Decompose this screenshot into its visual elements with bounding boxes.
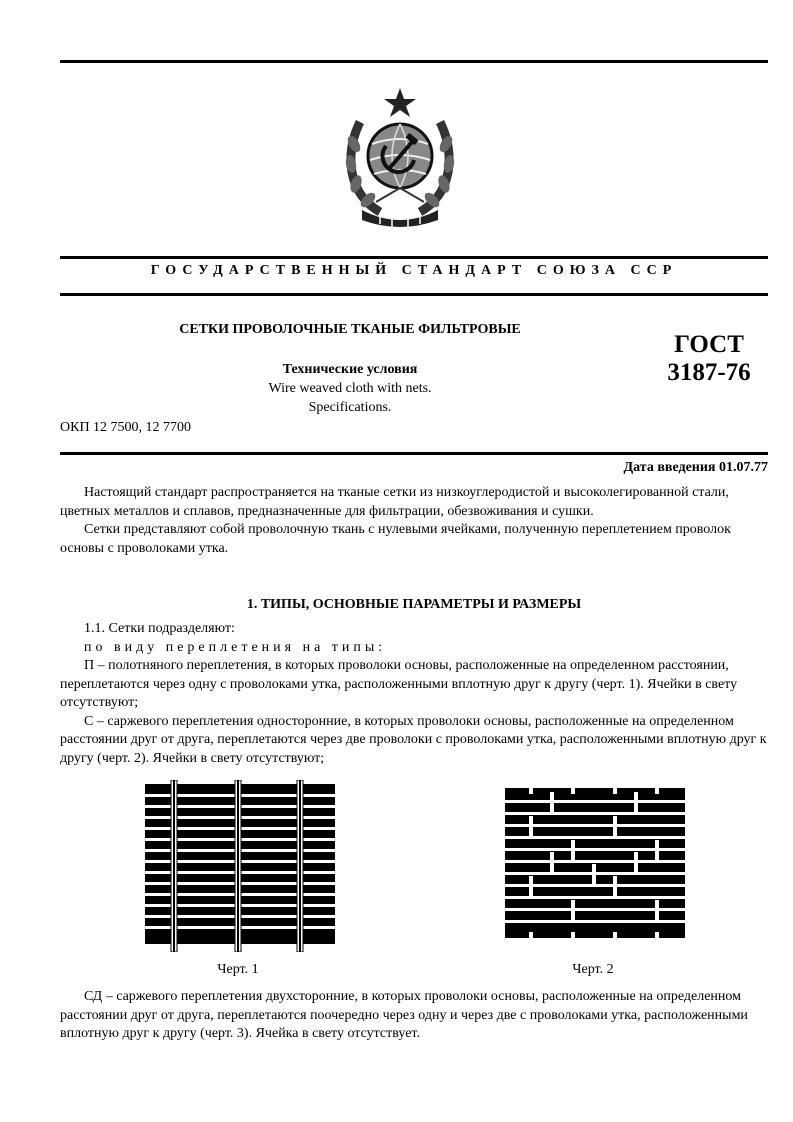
section-1-text-continued	[60, 988, 768, 1044]
figure-2-caption: Черт. 2	[572, 962, 614, 977]
title-block-bottom-rule	[60, 452, 768, 455]
gost-label: ГОСТ	[674, 331, 744, 358]
subtitle: Технические условия	[282, 362, 418, 377]
ussr-state-emblem-icon	[340, 84, 460, 230]
state-title-top-rule	[60, 256, 768, 259]
type-s-description: С – саржевого переплетения односторонние, в которых проволоки основы, расположенные на определенном расстоянии друг от друга, переплетаются через две проволоки с проволоками утка, расположенными вплотную друг к другу (черт. 2). Ячейки в свету отсутствуют;	[60, 713, 767, 766]
okp-code: ОКП 12 7500, 12 7700	[60, 420, 192, 435]
top-rule	[60, 60, 768, 63]
document-title: СЕТКИ ПРОВОЛОЧНЫЕ ТКАНЫЕ ФИЛЬТРОВЫЕ	[179, 322, 521, 337]
item-1-1: 1.1. Сетки подразделяют:	[84, 621, 235, 636]
introduction-date: Дата введения 01.07.77	[623, 460, 768, 475]
plain-weave-mesh-icon	[145, 780, 335, 952]
intro-paragraph-2: Сетки представляют собой проволочную ткань с нулевыми ячейками, полученную переплетением проволок основы с проволоками утка.	[60, 522, 731, 556]
figure-1-caption: Черт. 1	[217, 962, 259, 977]
section-1-title: 1. ТИПЫ, ОСНОВНЫЕ ПАРАМЕТРЫ И РАЗМЕРЫ	[246, 597, 582, 612]
by-weave-type: по виду переплетения на типы:	[84, 639, 387, 655]
type-p-description: П – полотняного переплетения, в которых проволоки основы, расположенные на определенном расстоянии, переплетаются через одну с проволоками утка, расположенными вплотную друг к другу (черт. 1). Ячейки в свету отсутствуют;	[60, 658, 738, 710]
subtitle-block	[60, 360, 640, 417]
figure-1	[145, 780, 335, 952]
english-title-line1: Wire weaved cloth with nets.	[268, 381, 432, 396]
section-1-text	[60, 620, 768, 768]
intro-paragraph-1: Настоящий стандарт распространяется на тканые сетки из низкоуглеродистой и высоколегированной стали, цветных металлов и сплавов, предназначенные для фильтрации, обезвоживания и сушки.	[60, 485, 729, 519]
figure-2	[505, 780, 685, 952]
intro-text	[60, 484, 768, 558]
twill-weave-mesh-icon	[505, 780, 685, 952]
state-standard-title: ГОСУДАРСТВЕННЫЙ СТАНДАРТ СОЮЗА ССР	[150, 263, 678, 278]
type-sd-description: СД – саржевого переплетения двухсторонние, в которых проволоки основы, расположенные на определенном расстоянии друг от друга, переплетаются поочередно через одну и через две с проволоками утка, расположенными вплотную друг к другу (черт. 3). Ячейка в свету отсутствует.	[60, 989, 748, 1041]
state-title-bottom-rule	[60, 293, 768, 296]
gost-designation	[650, 331, 768, 387]
gost-number: 3187-76	[667, 359, 751, 386]
english-title-line2: Specifications.	[308, 400, 392, 415]
